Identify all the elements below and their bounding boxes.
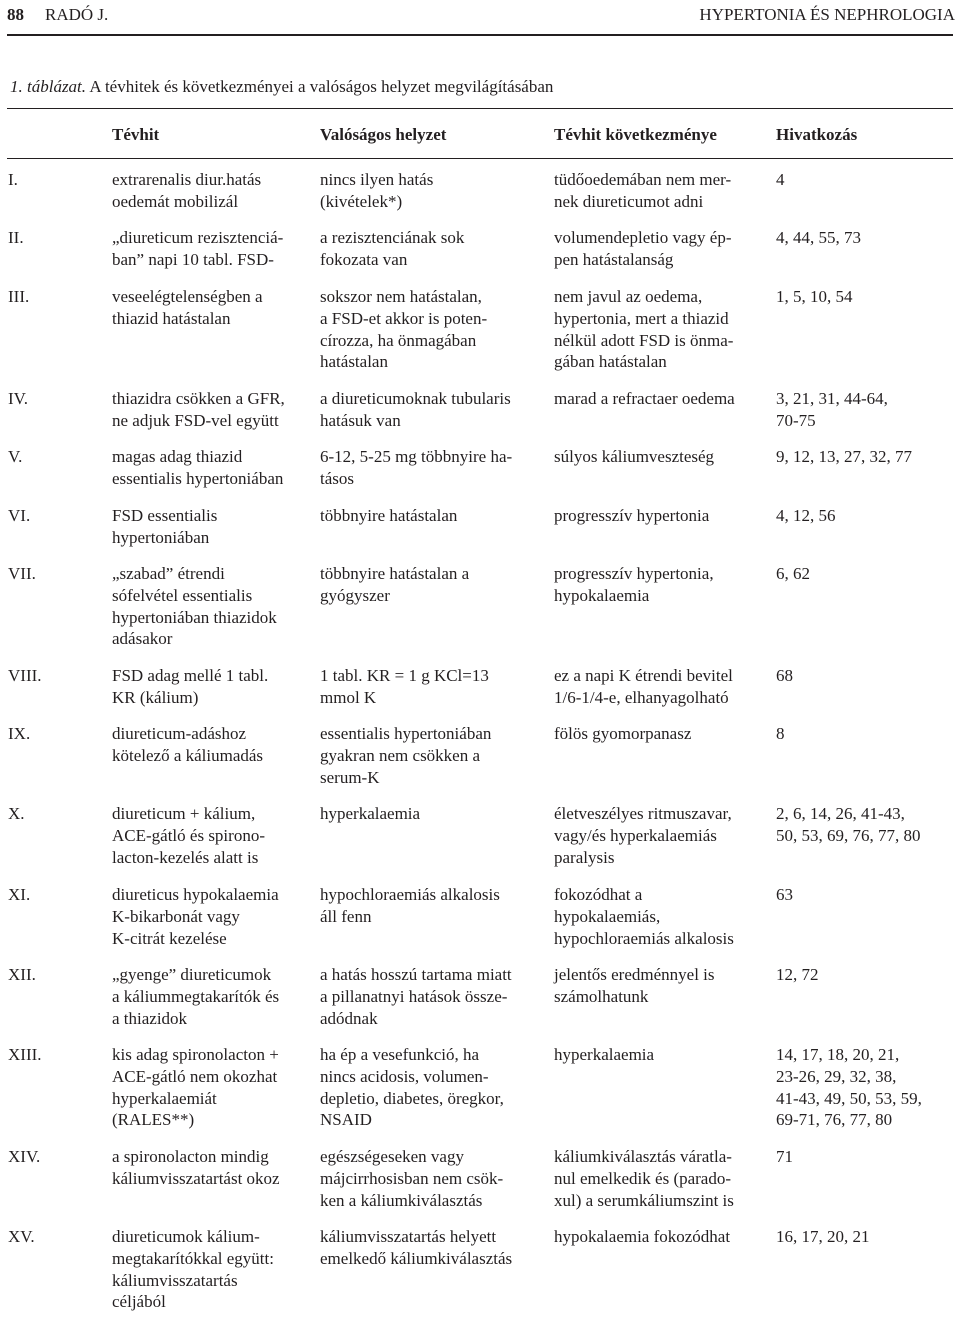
row-number: XI. (8, 885, 31, 904)
row-number: X. (8, 804, 25, 823)
myth-cell: magas adag thiazid essentialis hypertoniában (112, 447, 284, 488)
reality-cell: sokszor nem hatástalan, a FSD-et akkor is poten- círozza, ha önmagában hatástalan (320, 287, 488, 372)
consequence-cell: súlyos káliumveszteség (554, 447, 715, 466)
reference-cell: 3, 21, 31, 44-64, 70-75 (776, 389, 888, 430)
myth-cell: „diureticum rezisztenciá- ban” napi 10 tabl. FSD- (112, 228, 284, 269)
consequence-cell: életveszélyes ritmuszavar, vagy/és hyperkalaemiás paralysis (554, 804, 732, 867)
consequence-cell: marad a refractaer oedema (554, 389, 735, 408)
row-number: XII. (8, 965, 36, 984)
consequence-cell: tüdőoedemában nem mer- nek diureticumot adni (554, 170, 732, 211)
reality-cell: a hatás hosszú tartama miatt a pillanatnyi hatások össze- adódnak (320, 965, 512, 1028)
consequence-cell: hypokalaemia fokozódhat (554, 1227, 731, 1246)
reference-cell: 4, 44, 55, 73 (776, 228, 861, 247)
reality-cell: essentialis hypertoniában gyakran nem csökken a serum-K (320, 724, 492, 787)
column-header-consequence: Tévhit következménye (554, 125, 717, 144)
reality-cell: hypochloraemiás alkalosis áll fenn (320, 885, 500, 926)
myth-cell: diureticus hypokalaemia K-bikarbonát vagy K-citrát kezelése (112, 885, 279, 948)
consequence-cell: ez a napi K étrendi bevitel 1/6-1/4-e, elhanyagolható (554, 666, 733, 707)
myth-cell: FSD essentialis hypertoniában (112, 506, 218, 547)
reality-cell: 1 tabl. KR = 1 g KCl=13 mmol K (320, 666, 489, 707)
consequence-cell: káliumkiválasztás váratla- nul emelkedik és (parado- xul) a serumkáliumszint is (554, 1147, 734, 1210)
reference-cell: 9, 12, 13, 27, 32, 77 (776, 447, 912, 466)
myth-cell: diureticumok kálium- megtakarítókkal együtt: káliumvisszatartás céljából (112, 1227, 274, 1312)
table-caption-text: A tévhitek és következményei a valóságos helyzet megvilágításában (89, 77, 554, 96)
row-number: VIII. (8, 666, 42, 685)
myth-cell: diureticum + kálium, ACE-gátló és spirono- lacton-kezelés alatt is (112, 804, 265, 867)
table-caption-label: 1. táblázat. (10, 77, 87, 96)
myth-cell: thiazidra csökken a GFR, ne adjuk FSD-vel együtt (112, 389, 285, 430)
row-number: III. (8, 287, 30, 306)
reality-cell: a diureticumoknak tubularis hatásuk van (320, 389, 511, 430)
reality-cell: többnyire hatástalan (320, 506, 458, 525)
myth-cell: a spironolacton mindig káliumvisszatartást okoz (112, 1147, 280, 1188)
consequence-cell: fölös gyomorpanasz (554, 724, 692, 743)
reference-cell: 12, 72 (776, 965, 819, 984)
myth-cell: „szabad” étrendi sófelvétel essentialis hypertoniában thiazidok adásakor (112, 564, 277, 649)
page-number: 88 (7, 5, 24, 24)
row-number: XIV. (8, 1147, 41, 1166)
reality-cell: nincs ilyen hatás (kivételek*) (320, 170, 434, 211)
reference-cell: 6, 62 (776, 564, 810, 583)
reference-cell: 71 (776, 1147, 793, 1166)
reference-cell: 1, 5, 10, 54 (776, 287, 853, 306)
reality-cell: káliumvisszatartás helyett emelkedő káliumkiválasztás (320, 1227, 513, 1268)
reality-cell: többnyire hatástalan a gyógyszer (320, 564, 470, 605)
reality-cell: a rezisztenciának sok fokozata van (320, 228, 465, 269)
column-header-reference: Hivatkozás (776, 125, 858, 144)
consequence-cell: nem javul az oedema, hypertonia, mert a thiazid nélkül adott FSD is önma- gában hatástalan (554, 287, 734, 372)
myth-cell: diureticum-adáshoz kötelező a káliumadás (112, 724, 264, 765)
consequence-cell: progresszív hypertonia (554, 506, 710, 525)
row-number: II. (8, 228, 24, 247)
row-number: IV. (8, 389, 28, 408)
reality-cell: ha ép a vesefunkció, ha nincs acidosis, volumen- depletio, diabetes, öregkor, NSAID (320, 1045, 504, 1130)
reference-cell: 4, 12, 56 (776, 506, 836, 525)
reference-cell: 63 (776, 885, 793, 904)
consequence-cell: fokozódhat a hypokalaemiás, hypochloraemiás alkalosis (554, 885, 734, 948)
reference-cell: 2, 6, 14, 26, 41-43, 50, 53, 69, 76, 77, 80 (776, 804, 921, 845)
row-number: IX. (8, 724, 31, 743)
reality-cell: hyperkalaemia (320, 804, 421, 823)
running-head-author: RADÓ J. (45, 5, 109, 24)
row-number: VI. (8, 506, 31, 525)
consequence-cell: progresszív hypertonia, hypokalaemia (554, 564, 714, 605)
column-header-myth: Tévhit (112, 125, 160, 144)
reference-cell: 8 (776, 724, 785, 743)
myth-cell: extrarenalis diur.hatás oedemát mobilizál (112, 170, 262, 211)
myth-cell: „gyenge” diureticumok a káliummegtakarítók és a thiazidok (112, 965, 280, 1028)
consequence-cell: volumendepletio vagy ép- pen hatástalanság (554, 228, 732, 269)
reference-cell: 16, 17, 20, 21 (776, 1227, 870, 1246)
row-number: V. (8, 447, 23, 466)
row-number: VII. (8, 564, 36, 583)
myth-cell: kis adag spironolacton + ACE-gátló nem okozhat hyperkalaemiát (RALES**) (112, 1045, 279, 1130)
reference-cell: 14, 17, 18, 20, 21, 23-26, 29, 32, 38, 41-43, 49, 50, 53, 59, 69-71, 76, 77, 80 (776, 1045, 922, 1130)
column-header-reality: Valóságos helyzet (320, 125, 447, 144)
myth-cell: FSD adag mellé 1 tabl. KR (kálium) (112, 666, 269, 707)
reference-cell: 68 (776, 666, 793, 685)
consequence-cell: jelentős eredménnyel is számolhatunk (554, 965, 715, 1006)
consequence-cell: hyperkalaemia (554, 1045, 655, 1064)
reference-cell: 4 (776, 170, 785, 189)
reality-cell: 6-12, 5-25 mg többnyire ha- tásos (320, 447, 513, 488)
running-head-section: HYPERTONIA ÉS NEPHROLOGIA (699, 5, 955, 24)
myth-cell: veseelégtelenségben a thiazid hatástalan (112, 287, 263, 328)
reality-cell: egészségeseken vagy májcirrhosisban nem csök- ken a káliumkiválasztás (320, 1147, 504, 1210)
row-number: XIII. (8, 1045, 42, 1064)
row-number: XV. (8, 1227, 35, 1246)
row-number: I. (8, 170, 18, 189)
